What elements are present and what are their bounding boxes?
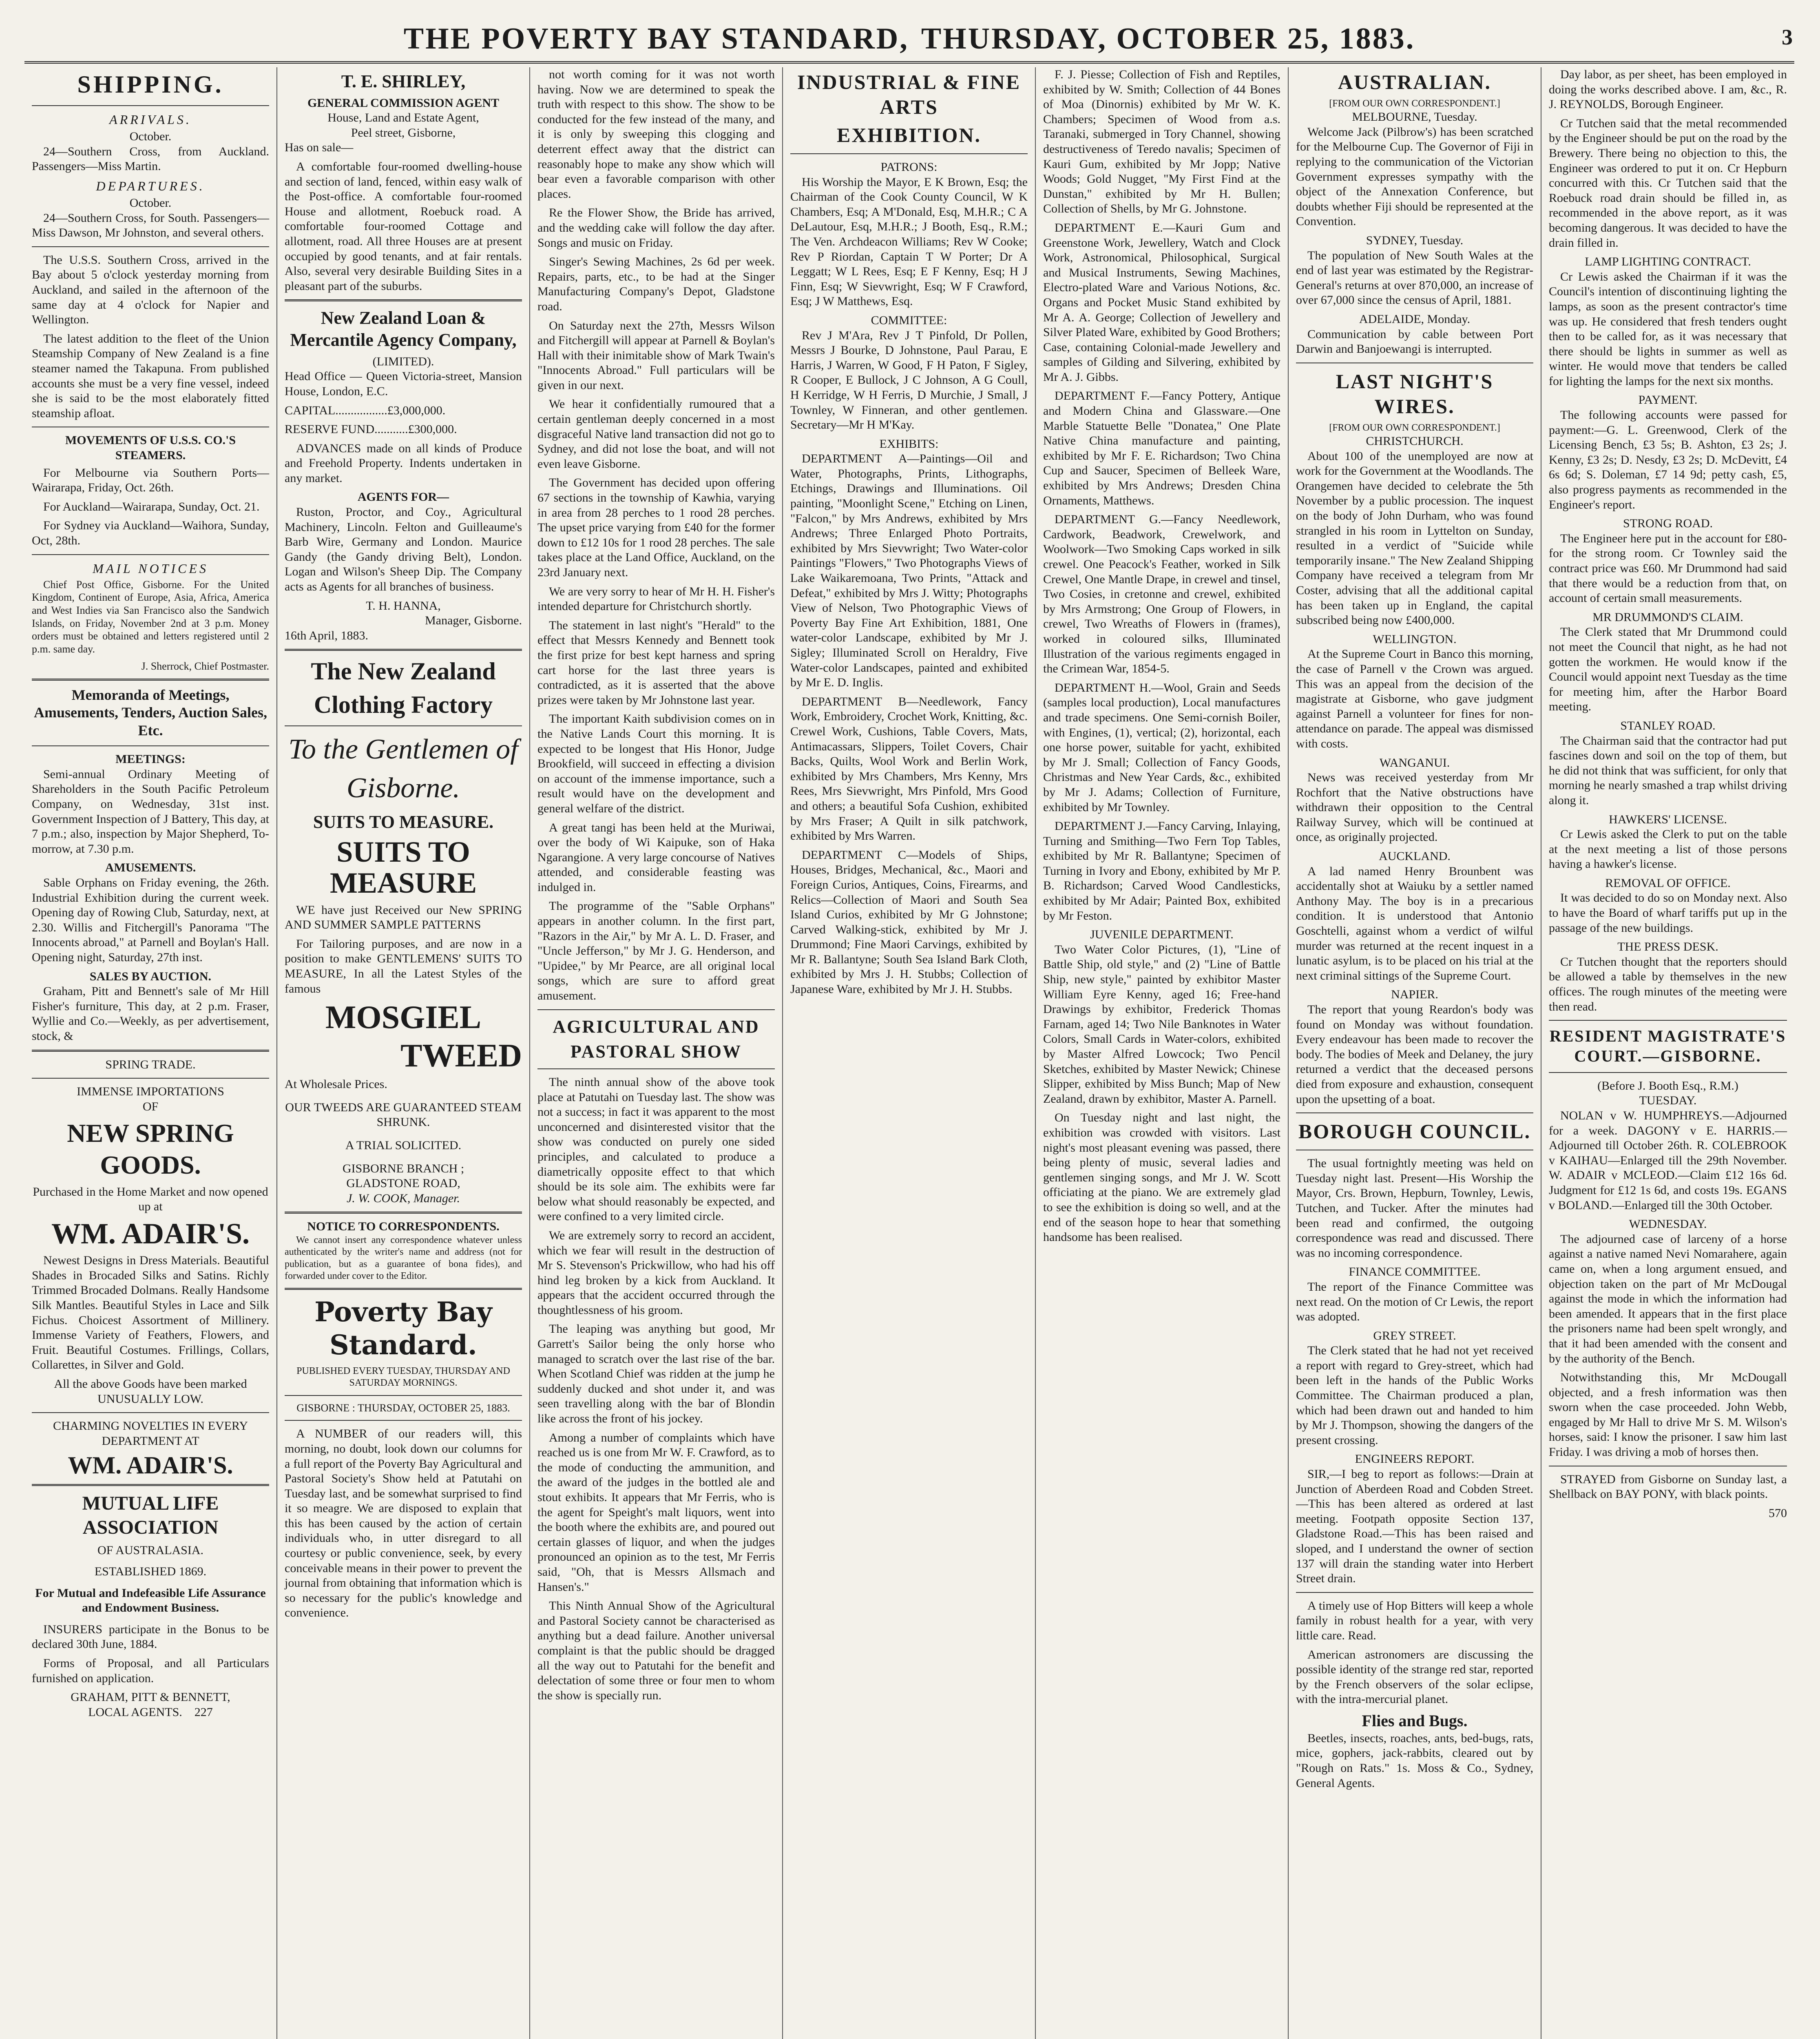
clothing-heading-2: Clothing Factory: [314, 691, 493, 718]
peel-street: Peel street, Gisborne,: [351, 126, 456, 139]
forms-text: Forms of Proposal, and all Particulars furnished on application.: [32, 1656, 269, 1685]
flies-heading: Flies and Bugs.: [1362, 1711, 1468, 1730]
meetings-heading: MEETINGS:: [115, 752, 186, 766]
exhibits-text: DEPARTMENT J.—Fancy Carving, Inlaying, Turning and Smithing—Two Fern Top Tables, exhibited by Mr R. Ballantyne; Specimen of Turning in Ivory and Ebony, exhibited by Mr P. B. Richardson; Carved Wood Candlesticks, exhibited by Mr Adair; Painted Box, exhibited by Mr Feston.: [1043, 819, 1280, 922]
mutual-life-heading: MUTUAL LIFE ASSOCIATION: [82, 1493, 219, 1538]
article-paragraph: We hear it confidentially rumoured that a certain gentleman deeply concerned in a most disgraceful Native land transaction did not go to Sydney, and did not lose the boat, and will not even leave Gisborne.: [537, 397, 775, 471]
exhibits-text: DEPARTMENT C—Models of Ships, Houses, Bridges, Mechanical, &c., Maori and Foreign Curios, Antiques, Coins, Firearms, and Relics—Collection of Maori and South Sea Island Curios, exhibited by Mr G Johnstone; Carved Walking-stick, exhibited by Mr J. Drummond; Fine Maori Carvings, exhibited by Mr R. Ballantyne; South Sea Island Bark Cloth, exhibited by Mrs J. H. Stubbs; Collection of Japanese Ware, exhibited by Mr J. H. Stubbs.: [790, 848, 1028, 996]
dateline-adelaide: ADELAIDE, Monday.: [1359, 312, 1471, 326]
cook-manager: J. W. COOK, Manager.: [346, 1191, 460, 1205]
wires-heading: LAST NIGHT'S WIRES.: [1336, 369, 1494, 418]
borough-heading: BOROUGH COUNCIL.: [1298, 1120, 1531, 1143]
adairs-heading: WM. ADAIR'S.: [51, 1217, 250, 1250]
dateline-sydney: SYDNEY, Tuesday.: [1366, 234, 1464, 248]
agri-heading-2: PASTORAL SHOW: [570, 1042, 742, 1062]
column-exhibition-cont: [1036, 67, 1289, 2039]
of-label: OF: [142, 1099, 159, 1113]
exhibits-text: DEPARTMENT F.—Fancy Pottery, Antique and Modern China and Glassware.—One Marble Statuette Belle "Donatea," One Plate Native China manufacture and painting, exhibited by Mr F. E. Richardson; Two China Cup and Saucer, Specimen of Belleek Ware, exhibited by Mrs Andrews; Dresden China Ornaments, Matthews.: [1043, 389, 1280, 507]
capital: CAPITAL.................£3,000,000.: [285, 403, 446, 417]
immense-label: IMMENSE IMPORTATIONS: [77, 1085, 224, 1099]
article-paragraph: We are very sorry to hear of Mr H. H. Fisher's intended departure for Christchurch shortly.: [537, 584, 775, 613]
ad-date: 16th April, 1883.: [285, 628, 369, 642]
gpb-name: GRAHAM, PITT & BENNETT,: [71, 1690, 230, 1704]
strayed-ad: STRAYED from Gisborne on Sunday last, a Shellback on BAY PONY, with black points.: [1549, 1472, 1787, 1501]
article-paragraph: The ninth annual show of the above took place at Patutahi on Tuesday last. The show was not a success; in fact it was apparent to the most unconcerned and disinterested visitor that the show was conducted on purely one sided principles, and calculated to produce a diametrically opposite effect to that which should be its sole aim. The exhibits were far below what should reasonably be expected, and were confined to a very limited circle.: [537, 1075, 775, 1223]
movement-item: For Auckland—Wairarapa, Sunday, Oct. 21.: [43, 500, 260, 513]
gentlemen-line-2: Gisborne.: [346, 772, 460, 804]
council-text: Day labor, as per sheet, has been employed in doing the works described above. I am, &c., R. J. REYNOLDS, Borough Engineer.: [1549, 68, 1787, 111]
article-paragraph: The leaping was anything but good, Mr Garrett's Sailor being the only horse who managed to scratch over the last rise of the bar. When Scotland Chief was ridden at the jump he suddenly ducked and shot under it, and was seen travelling along with the bar of Blondin like across the front of his jockey.: [537, 1322, 775, 1426]
patrons-heading: PATRONS:: [880, 160, 938, 174]
court-text: NOLAN v W. HUMPHREYS.—Adjourned for a week. DAGONY v E. HARRIS.—Adjourned till October 26th. R. COLEBROOK v KAIHAU—Enlarged till the 29th November. W. ADAIR v MCLEOD.—Claim £12 16s 6d. Judgment for £12 1s 6d, and costs 19s. EGANS v BOLAND.—Enlarged till the 30th October.: [1549, 1109, 1787, 1212]
removal-heading: REMOVAL OF OFFICE.: [1605, 876, 1731, 890]
article-paragraph: The programme of the "Sable Orphans" appears in another column. In the first part, "Razors in the Air," by Mr A. L. D. Fraser, and "Uncle Jefferson," by Mr J. G. Henderson, and "Upidee," by Mr Pearce, are all original local songs, which are sure to afford great amusement.: [537, 899, 775, 1003]
movements-heading: MOVEMENTS OF U.S.S. CO.'S STEAMERS.: [65, 433, 236, 462]
telegram-text: The report that young Reardon's body was found on Monday was without foundation. Every endeavour has been made to recover the body. The bodies of Meek and Delaney, the jury returned a verdict that the deceased persons died from exposure and exhaustion, consequent upon the upsetting of a boat.: [1296, 1003, 1533, 1106]
paper-nameplate: Poverty Bay Standard.: [314, 1296, 492, 1361]
telegram-text: At the Supreme Court in Banco this morning, the case of Parnell v the Crown was argued. This was an appeal from the decision of the magistrate at Gisborne, who gave judgment against Parnell a volunteer for fines for non-attendance on parade. The appeal was dismissed with costs.: [1296, 647, 1533, 750]
tailoring-text: For Tailoring purposes, and are now in a position to make GENTLEMENS' SUITS TO MEASURE, In all the Latest Styles of the famous: [285, 937, 522, 995]
article-paragraph: The important Kaith subdivision comes on in the Native Lands Court this morning. It is expected to be longest that His Honor, Judge Brookfield, will succeed in effecting a division on account of the immense importance, such a result would have on the development and general welfare of the district.: [537, 712, 775, 815]
column-exhibition: [783, 67, 1036, 2039]
column-telegrams: [1289, 67, 1541, 2039]
council-text: SIR,—I beg to report as follows:—Drain at Junction of Aberdeen Road and Cobden Street.—This has been altered as ordered at last meeting. Footpath opposite Section 137, Gladstone Road.—This has been raised and sloped, and I understand the owner of section 137 will drain the standing water into Herbert Street drain.: [1296, 1467, 1533, 1586]
agents-for: AGENTS FOR—: [357, 490, 449, 504]
meetings-text: Semi-annual Ordinary Meeting of Shareholders in the South Pacific Petroleum Company, on Wednesday, 31st inst. Government Inspection of J Battery, This day, at 7 p.m.; also, inspection by Major Shepherd, To-morrow, at 7.30 p.m.: [32, 767, 269, 856]
mail-signature: J. Sherrock, Chief Postmaster.: [141, 660, 269, 672]
arrivals-heading: ARRIVALS.: [109, 112, 192, 127]
telegram-text: Welcome Jack (Pilbrow's) has been scratched for the Melbourne Cup. The Governor of Fiji in replying to the communication of the Victorian Government expresses sympathy with the object of the Annexation Conference, but doubts whether Fiji should be represented at the Convention.: [1296, 125, 1533, 228]
shipping-news: The latest addition to the fleet of the Union Steamship Company of New Zealand is a fine steamer named the Takapuna. From published accounts she must be a very fine vessel, indeed she is said to be the most elaborately fitted steamship afloat.: [32, 332, 269, 420]
council-text: The report of the Finance Committee was next read. On the motion of Cr Lewis, the report was adopted.: [1296, 1280, 1533, 1324]
adairs-heading-2: WM. ADAIR'S.: [68, 1452, 233, 1479]
strayed-number: 570: [1769, 1506, 1787, 1520]
press-heading: THE PRESS DESK.: [1617, 940, 1718, 954]
hanna-name: T. H. HANNA,: [366, 599, 441, 613]
article-paragraph: The statement in last night's "Herald" to the effect that Messrs Kennedy and Bennett took the first prize for best kept harness and spring cart horse for the last three years is contradicted, as it is asserted that the above prizes were taken by Mr Johnstone last year.: [537, 618, 775, 707]
gentlemen-line-1: To the Gentlemen of: [288, 733, 518, 765]
mutual-sub: For Mutual and Indefeasible Life Assurance and Endowment Business.: [35, 1586, 266, 1615]
article-paragraph: On Saturday next the 27th, Messrs Wilson and Fitchergill will appear at Parnell & Boylan's Hall with their inimitable show of Mark Twain's "Innocents Abroad." Full particulars will be given in our next.: [537, 318, 775, 392]
column-editorial: [530, 67, 783, 2039]
sale-text: A comfortable four-roomed dwelling-house and section of land, fenced, within easy walk of the Post-office. A comfortable four-roomed House and allotment, Roebuck road. A comfortable four-roomed Cottage and allotment, road. All three Houses are at present occupied by good tenants, and at fair rentals. Also, several very desirable Building Sites in a pleasant part of the suburbs.: [285, 160, 522, 293]
established: ESTABLISHED 1869.: [94, 1565, 207, 1579]
sales-text: Graham, Pitt and Bennett's sale of Mr Hill Fisher's furniture, This day, at 2 p.m. Fraser, Wyllie and Co.—Weekly, as per advertisement, stock, &: [32, 984, 269, 1043]
article-paragraph: A great tangi has been held at the Muriwai, over the body of Wi Kaipuke, son of Haka Ngarangione. A very large concourse of Natives attended, and considerable feasting was indulged in.: [537, 820, 775, 894]
court-text: The adjourned case of larceny of a horse against a native named Nevi Nomarahere, again came on, when a long argument ensued, and objection taken on the part of Mr McDougal against the mode in which the information had been amended. It appears that in the first place the prisoners name had been spelt wrongly, and that it had been amended with the consent and by the authority of the Bench.: [1549, 1232, 1787, 1365]
shirley-heading: T. E. SHIRLEY,: [341, 71, 466, 91]
nz-loan-heading: New Zealand Loan & Mercantile Agency Company,: [290, 308, 517, 350]
telegram-text: News was received yesterday from Mr Rochfort that the Native obstructions have withdrawn their opposition to the Central Railway Survey, which will be continued at once, as originally projected.: [1296, 771, 1533, 844]
exhibits-text: DEPARTMENT E.—Kauri Gum and Greenstone Work, Jewellery, Watch and Clock Work, Astronomical, Philosophical, Surgical and Musical Instruments, Sewing Machines, Electro-plated Ware and Various Notions, &c. Organs and Pocket Music Stand exhibited by Mr A. A. George; Collection of Jewellery and Silver Plated Ware, exhibited by Good Brothers; Case, containing Colonial-made Jewellery and samples of Gilding and Silvering, exhibited by Mr A. J. Gibbs.: [1043, 221, 1280, 384]
shipping-news: The U.S.S. Southern Cross, arrived in the Bay about 5 o'clock yesterday morning from Auckland, and sailed in the afternoon of the same day at 4 o'clock for Napier and Wellington.: [32, 253, 269, 327]
wholesale-text: At Wholesale Prices.: [285, 1077, 387, 1091]
mail-text: Chief Post Office, Gisborne. For the United Kingdom, Continent of Europe, Asia, Africa, America and West Indies via San Francisco also the Sandwich Islands, on Friday, November 2nd at 3 p.m. Money orders must be obtained and letters registered until 2 p.m. same day.: [32, 578, 269, 655]
exhibits-text: Two Water Color Pictures, (1), "Line of Battle Ship, old style," and (2) "Line of Battle Ship, new style," painted by exhibitor Master William Eyre Kenny, aged 16; Free-hand Drawings by exhibitor, Frederick Thomas Farnam, aged 14; Two Nile Banknotes in Water Colors, Small Cards in Water-colors, exhibited by Master Alfred Lowcock; Two Pencil Sketches, exhibited by Master Newick; Chinese Slipper, exhibited by Miss Bunch; Map of New Zealand, drawn by exhibitor, Master A. Parnell.: [1043, 942, 1280, 1106]
notice-text: We cannot insert any correspondence whatever unless authenticated by the writer's name and address (not for publication, but as a guarantee of bona fides), and forwarded under cover to the Editor.: [285, 1234, 522, 1281]
suits-heading-large: SUITS TO MEASURE: [330, 836, 477, 900]
article-paragraph: not worth coming for it was not worth having. Now we are determined to speak the truth with respect to this show. The show to be conducted for the few instead of the many, and it is only by sweeping this clogging and deterrent effect away that the district can reasonably hope to make any show which will bear even a favorable comparison with other places.: [537, 68, 775, 201]
tuesday-heading: TUESDAY.: [1639, 1094, 1697, 1108]
exhibits-text: DEPARTMENT A—Paintings—Oil and Water, Photographs, Prints, Lithographs, Etchings, Drawings and Illuminations. Oil painting, "Moonlight Scene," Etching on Linen, "Falcon," by Mrs Andrews, exhibited by Mrs Andrews; Three Enlarged Photo Portraits, exhibited by Mrs Sievwright; Two Water-color Paintings "Flowers," Two Photographs Views of Lake Waikaremoana, Two Prints, "Attack and Defeat," exhibited by Mrs J. Witty; Photographs View of Nelson, Two Photographic Views of Poverty Bay Fine Art Exhibition, 1881, One water-color Landscape, exhibited by Mr J. Sigley; Illuminated Scroll on Heraldry, Five Water-color Landscapes, painted and exhibited by Mr E. D. Inglis.: [790, 452, 1028, 690]
stanley-heading: STANLEY ROAD.: [1620, 719, 1716, 732]
agents-text: Ruston, Proctor, and Coy., Agricultural Machinery, Lincoln. Felton and Guilleaume's Barb Wire, Germany and London. Maurice Gandy (the Gandy driving Belt), London. Logan and Wilson's Sheep Dip. The Company acts as Agents for all branches of business.: [285, 505, 522, 594]
departures-text: 24—Southern Cross, for South. Passengers—Miss Dawson, Mr Johnston, and several others.: [32, 211, 269, 240]
all-above-text: All the above Goods have been marked UNUSUALLY LOW.: [54, 1377, 247, 1406]
council-text: The following accounts were passed for payment:—G. L. Greenwood, Clerk of the Licensing Bench, £3 5s; B. Ashton, £3 2s; J. Kenny, £3 2s; D. Nesdy, £3 2s; D. McDevitt, £4 6s 6d; S. Doleman, £7 14 9d; petty cash, £5, also progress payments as recommended in the Engineer's report.: [1549, 408, 1787, 511]
council-text: Cr Tutchen thought that the reporters should be allowed a table by themselves in the new offices. The rough minutes of the meeting were then read.: [1549, 955, 1787, 1013]
branch-text: GISBORNE BRANCH ;: [342, 1161, 464, 1175]
column-council-court: [1541, 67, 1794, 2039]
arrivals-month: October.: [129, 130, 172, 144]
page-number: 3: [1782, 25, 1794, 49]
council-text: The Clerk stated that Mr Drummond could not meet the Council that night, as he had not gotten the workmen. He would know if the Council would appoint next Tuesday as the time for meeting him, after the Harbor Board meeting.: [1549, 625, 1787, 714]
court-text: Notwithstanding this, Mr McDougall objected, and a fresh information was then sworn when the case proceeded. John Webb, engaged by Mr Hall to drive Mr S. M. Wilson's horses, said: I know the prisoner. I saw him last Friday. I was driving a mob of horses then.: [1549, 1371, 1787, 1459]
article-paragraph: Re the Flower Show, the Bride has arrived, and the wedding cake will follow the day after. Songs and music on Friday.: [537, 206, 775, 250]
notice-heading: NOTICE TO CORRESPONDENTS.: [307, 1220, 500, 1234]
leader-text: A NUMBER of our readers will, this morning, no doubt, look down our columns for a full report of the Poverty Bay Agricultural and Pastoral Society's Show held at Patutahi on Tuesday last, and be somewhat surprised to find it so meagre. We are disposed to explain that this has been caused by the action of certain individuals who, in utter disregard to all courtesy or public convenience, seek, by every conceivable means in their power to prevent the journal from obtaining that information which is so necessary for the public's knowledge and convenience.: [285, 1427, 522, 1620]
own-correspondent: [FROM OUR OWN CORRESPONDENT.]: [1329, 98, 1500, 109]
dateline-melbourne: MELBOURNE, Tuesday.: [1352, 110, 1477, 124]
council-text: Cr Lewis asked the Clerk to put on the table at the next meeting a list of those persons having a hawker's license.: [1549, 827, 1787, 871]
spring-trade-label: SPRING TRADE.: [105, 1057, 196, 1071]
rm-court-heading: RESIDENT MAGISTRATE'S COURT.—GISBORNE.: [1549, 1027, 1787, 1066]
dateline-wanganui: WANGANUI.: [1379, 756, 1450, 770]
hop-bitters-text: A timely use of Hop Bitters will keep a whole family in robust health for a year, with very little care. Read.: [1296, 1599, 1533, 1642]
mail-heading: MAIL NOTICES: [93, 561, 208, 576]
has-sale: Has on sale—: [285, 141, 354, 155]
article-paragraph: Singer's Sewing Machines, 2s 6d per week. Repairs, parts, etc., to be had at the Singer Manufacturing Company's Depot, Gladstone road.: [537, 255, 775, 313]
gca-heading: GENERAL COMMISSION AGENT: [307, 96, 500, 110]
head-office: Head Office — Queen Victoria-street, Mansion House, London, E.C.: [285, 369, 522, 398]
council-text: The Engineer here put in the account for £80-for the strong room. Cr Townley said the contract price was £60. Mr Drummond had said that there would be a reduction from that, on account of certain small measurements.: [1549, 531, 1787, 605]
article-paragraph: We are extremely sorry to record an accident, which we fear will result in the destruction of Mr S. Stevenson's Prickwillow, who had his off hind leg broken by a kick from Auckland. It appears that the accident occurred through the thoughtlessness of his groom.: [537, 1228, 775, 1317]
purchased-text: Purchased in the Home Market and now opened up at: [33, 1185, 268, 1214]
exhibition-heading-1: INDUSTRIAL & FINE ARTS: [797, 71, 1021, 118]
juvenile-heading: JUVENILE DEPARTMENT.: [1090, 928, 1234, 942]
wednesday-heading: WEDNESDAY.: [1629, 1217, 1707, 1231]
council-text: The usual fortnightly meeting was held on Tuesday night last. Present—His Worship the Mayor, Crs. Brown, Hepburn, Townley, Lewis, Tutchen, and Tucker. After the minutes had been read and confirmed, the outgoing correspondence was read and discussed. There was no incoming correspondence.: [1296, 1157, 1533, 1260]
departures-heading: DEPARTURES.: [96, 179, 205, 193]
exhibits-text: DEPARTMENT H.—Wool, Grain and Seeds (samples local production), Local manufactures and trade specimens. One Semi-cornish Boiler, with Engines, (1), vertical; (2), horizontal, each one horse power, suitable for yacht, exhibited by Mr J. Small; Collection of Fancy Goods, Christmas and New Year Cards, &c., exhibited by Mr J. Adams; Collection of Furniture, exhibited by Mr Townley.: [1043, 681, 1280, 814]
patrons-text: His Worship the Mayor, E K Brown, Esq; the Chairman of the Cook County Council, W K Chambers, Esq; A M'Donald, Esq, M.H.R.; C A DeLautour, Esq, M.H.R.; J Booth, Esq., R.M.; The Ven. Archdeacon Williams; Rev W Cooke; Rev P Riordan, Captain T W Porter; Dr A Leggatt; W L Rees, Esq; E F Kenny, Esq; H J Finn, Esq; W Sievwright, Esq; W F Crawford, Esq; J W Matthews, Esq.: [790, 175, 1028, 308]
gladstone-text: GLADSTONE ROAD,: [346, 1177, 460, 1190]
newspaper-title: THE POVERTY BAY STANDARD,: [403, 22, 909, 55]
engineer-heading: ENGINEERS REPORT.: [1355, 1452, 1475, 1466]
payment-heading: PAYMENT.: [1638, 393, 1698, 407]
committee-heading: COMMITTEE:: [871, 313, 947, 327]
own-correspondent-2: [FROM OUR OWN CORRESPONDENT.]: [1329, 422, 1500, 433]
exhibits-text: DEPARTMENT G.—Fancy Needlework, Cardwork, Beadwork, Crewelwork, and Woolwork—Two Smoking Caps worked in silk crewel. One Peacock's Feather, worked in Silk Crewel, One Mantle Drape, in crewel and tinsel, Two Cosies, in cretonne and crewel, exhibited by Mrs Armstrong; One Group of Flowers, in crewel, Two Wreaths of Flowers in (frames), worked in coloured silks, Illuminated Illustration of the various regiments engaged in the Crimean War, 1854-5.: [1043, 513, 1280, 676]
mosgiel-heading: MOSGIEL: [325, 1000, 482, 1036]
council-text: Cr Lewis asked the Chairman if it was the Council's intention of discontinuing lighting the lamps, as soon as the present contractor's time was up. He considered that fresh tenders ought then to be called for, as it was necessary that there should be lights in summer as well as winter. He would move that tenders be called for lighting the lamps for the next six months.: [1549, 270, 1787, 388]
column-advertisements: [277, 67, 530, 2039]
published-text: PUBLISHED EVERY TUESDAY, THURSDAY AND SATURDAY MORNINGS.: [296, 1366, 510, 1389]
guaranteed-text: OUR TWEEDS ARE GUARANTEED STEAM SHRUNK.: [285, 1100, 522, 1129]
exhibits-text: F. J. Piesse; Collection of Fish and Reptiles, exhibited by W. Smith; Collection of 44 Bones of Moa (Dinornis) exhibited by Mr W. K. Chambers; Specimen of Wood from a.s. Taranaki, submerged in Tory Channel, showing destructiveness of Teredo navalis; Specimen of Kauri Gum, exhibited by Mr Jopp; Native Woods; Gold Nugget, "My First Find at the Dunstan," exhibited by Mr H. Bullen; Collection of Shells, by Mr G. Johnstone.: [1043, 68, 1280, 216]
dateline-auckland: AUCKLAND.: [1379, 849, 1451, 863]
local-agents: LOCAL AGENTS. 227: [88, 1705, 213, 1719]
council-text: Cr Tutchen said that the metal recommended by the Engineer should be put on the road by the Brewery. There being no objection to this, the Engineer was ordered to put it on. Cr Hepburn concurred with this. Cr Tutchen said that the Roebuck road drain should be filled in, as recommended in the above report, as it was becoming dangerous. It was decided to have the drain filled in.: [1549, 116, 1787, 250]
astronomers-text: American astronomers are discussing the possible identity of the strange red star, reported by the French observers of the solar eclipse, with the intra-mercurial planet.: [1296, 1648, 1533, 1706]
dateline-napier: NAPIER.: [1391, 988, 1438, 1002]
exhibits-heading: EXHIBITS:: [879, 437, 939, 451]
hawkers-heading: HAWKERS' LICENSE.: [1609, 812, 1727, 826]
amusements-text: Sable Orphans on Friday evening, the 26th. Industrial Exhibition during the current week. Opening day of Rowing Club, Saturday, next, at 2.30. Willis and Fitchergill's Panorama "The Innocents abroad," at Parnell and Boylan's Hall. Opening night, Saturday, 27th inst.: [32, 876, 269, 964]
telegram-text: A lad named Henry Brounbent was accidentally shot at Waiuku by a settler named Anthony May. The boy is in a precarious condition. It is understood that Antonio Goschtelli, against whom a verdict of wilful murder was returned at the recent inquest in a lunatic asylum, is to be placed on his trial at the next criminal sittings of the Supreme Court.: [1296, 864, 1533, 982]
telegram-text: About 100 of the unemployed are now at work for the Government at the Woodlands. The Orangemen have decided to celebrate the 5th November by a public procession. The inquest on the body of John Durham, who was found strangled in his room in Lyttelton on Sunday, resulted in a verdict of "Suicide while temporarily insane." The New Zealand Shipping Company have received a telegram from Mr Coster, advising that all the additional capital has been taken up in England, the capital subscribed being now £400,000.: [1296, 449, 1533, 627]
exhibits-text: DEPARTMENT B—Needlework, Fancy Work, Embroidery, Crochet Work, Knitting, &c. Crewel Work, Cushions, Table Covers, Mats, Antimacassars, Slippers, Toilet Covers, Chair Backs, Quilts, Wool Work and Berlin Work, exhibited by Mrs Chambers, Mrs Kenny, Mrs Rees, Mrs Sievwright, Mrs Pinfold, Mrs Good and others; a beautiful Sofa Cushion, exhibited by Mrs Fraser; A Quilt in silk patchwork, exhibited by Mrs Warren.: [790, 694, 1028, 843]
house-agent: House, Land and Estate Agent,: [327, 111, 479, 125]
article-paragraph: This Ninth Annual Show of the Agricultural and Pastoral Society cannot be characterised as anything but a dead failure. Another universal complaint is that the public should be dragged all the way out to Patutahi for the benefit and delectation of some three or four men to whom the show is specially run.: [537, 1599, 775, 1702]
telegram-text: The population of New South Wales at the end of last year was estimated by the Registrar-General's returns at over 870,000, an increase of over 67,000 since the census of April, 1881.: [1296, 248, 1533, 307]
flies-text: Beetles, insects, roaches, ants, bed-bugs, rats, mice, gophers, jack-rabbits, cleared out by "Rough on Rats." 1s. Moss & Co., Sydney, General Agents.: [1296, 1731, 1533, 1790]
suits-heading: SUITS TO MEASURE.: [313, 812, 494, 832]
dateline-wellington: WELLINGTON.: [1373, 632, 1457, 646]
mutual-of-australasia: OF AUSTRALASIA.: [97, 1543, 204, 1557]
finance-heading: FINANCE COMMITTEE.: [1349, 1265, 1481, 1279]
committee-text: Rev J M'Ara, Rev J T Pinfold, Dr Pollen, Messrs J Bourke, D Johnstone, Paul Parau, E Harris, J Warren, W Good, F H Paton, F Sigley, R Cooper, E Bullock, J C Johnson, A G Coull, H Kerridge, W H Ferris, D Murchie, J Small, J Townley, W Finneran, and other gentlemen. Secretary—Mr H M'Kay.: [790, 328, 1028, 432]
clothing-heading-1: The New Zealand: [311, 658, 496, 685]
grey-heading: GREY STREET.: [1373, 1329, 1456, 1342]
before-text: (Before J. Booth Esq., R.M.): [1597, 1079, 1738, 1092]
masthead: [24, 16, 1794, 64]
council-text: The Clerk stated that he had not yet received a report with regard to Grey-street, which had been left in the hands of the Public Works Committee. The Chairman produced a plan, which had been drawn out and handed to him by Mr J. Thompson, showing the dangers of the present crossing.: [1296, 1344, 1533, 1447]
adair-goods: Newest Designs in Dress Materials. Beautiful Shades in Brocaded Silks and Satins. Richly Trimmed Brocaded Dolmans. Really Handsome Silk Mantles. Beautiful Styles in Lace and Silk Fichus. Choicest Assortment of Millinery. Immense Variety of Feathers, Flowers, and Fruit. Beautiful Costumes. Frillings, Collars, Collarettes, in Silver and Gold.: [32, 1254, 269, 1372]
telegram-text: Communication by cable between Port Darwin and Banjoewangi is interrupted.: [1296, 327, 1533, 356]
hanna-title: Manager, Gisborne.: [425, 614, 522, 628]
article-paragraph: The Government has decided upon offering 67 sections in the township of Kawhia, varying in area from 28 perches to 1 rood 28 perches. The upset price varying from £40 for the former down to £12 10s for 1 rood 28 perches. The sale takes place at the Land Office, Auckland, on the 23rd January next.: [537, 476, 775, 579]
exhibition-heading-2: EXHIBITION.: [837, 124, 981, 146]
column-shipping: [24, 67, 277, 2039]
trial-text: A TRIAL SOLICITED.: [345, 1139, 462, 1152]
shipping-heading: SHIPPING.: [77, 71, 224, 98]
arrivals-text: 24—Southern Cross, from Auckland. Passengers—Miss Martin.: [32, 144, 269, 173]
issue-date: THURSDAY, OCTOBER 25, 1883.: [921, 22, 1415, 55]
amusements-heading: AMUSEMENTS.: [105, 861, 196, 875]
council-text: It was decided to do so on Monday next. Also to have the Board of wharf tariffs put up in the passage of the new buildings.: [1549, 891, 1787, 935]
dateline-christchurch: CHRISTCHURCH.: [1366, 434, 1464, 448]
movement-item: For Melbourne via Southern Ports—Wairarapa, Friday, Oct. 26th.: [32, 466, 269, 495]
australian-heading: AUSTRALIAN.: [1338, 71, 1492, 93]
insurers-text: INSURERS participate in the Bonus to be declared 30th June, 1884.: [32, 1622, 269, 1651]
drummond-heading: MR DRUMMOND'S CLAIM.: [1592, 610, 1743, 624]
ad-number: 227: [194, 1705, 213, 1719]
advances-text: ADVANCES made on all kinds of Produce and Freehold Property. Indents undertaken in any market.: [285, 441, 522, 485]
departures-month: October.: [129, 196, 172, 210]
agri-heading-1: AGRICULTURAL AND: [553, 1016, 760, 1037]
tweed-heading: TWEED: [400, 1038, 522, 1074]
new-spring-goods: NEW SPRING GOODS.: [67, 1119, 234, 1180]
charming-text: CHARMING NOVELTIES IN EVERY DEPARTMENT AT: [53, 1419, 248, 1448]
article-paragraph: Among a number of complaints which have reached us is one from Mr W. F. Crawford, as to the mode of conducting the ammunition, and the award of the judges in the bottled ale and stout exhibits. It appears that Mr Ferris, who is the agent for Speight's malt liquors, went into the booth where the exhibits are, and poured out certain glasses of liquor, and when the judges pronounced an opinion as to the test, Mr Ferris said, "Oh, that is Messrs Allsmach and Hansen's.": [537, 1431, 775, 1594]
council-text: The Chairman said that the contractor had put fascines down and soil on the top of them, but he did not think that was sufficient, for only that morning he nearly smashed a trap whilst driving along it.: [1549, 734, 1787, 807]
limited-label: (LIMITED).: [372, 354, 434, 368]
movement-item: For Sydney via Auckland—Waihora, Sunday, Oct, 28th.: [32, 519, 269, 547]
received-text: WE have just Received our New SPRING AND SUMMER SAMPLE PATTERNS: [285, 903, 522, 932]
dateline: GISBORNE : THURSDAY, OCTOBER 25, 1883.: [296, 1402, 510, 1414]
exhibits-text: On Tuesday night and last night, the exhibition was crowded with visitors. Last night's most pleasant evening was passed, there being plenty of music, several ladies and gentlemen singing songs, and Mr J. W. Scott officiating at the piano. We are extremely glad to see the exhibition is doing so well, and at the end of the season hope to hear that something handsome has been realised.: [1043, 1111, 1280, 1244]
lamp-heading: LAMP LIGHTING CONTRACT.: [1585, 255, 1751, 269]
reserve-fund: RESERVE FUND...........£300,000.: [285, 422, 457, 436]
memoranda-heading: Memoranda of Meetings, Amusements, Tenders, Auction Sales, Etc.: [33, 686, 268, 739]
sales-heading: SALES BY AUCTION.: [89, 969, 212, 983]
strong-heading: STRONG ROAD.: [1623, 517, 1713, 531]
